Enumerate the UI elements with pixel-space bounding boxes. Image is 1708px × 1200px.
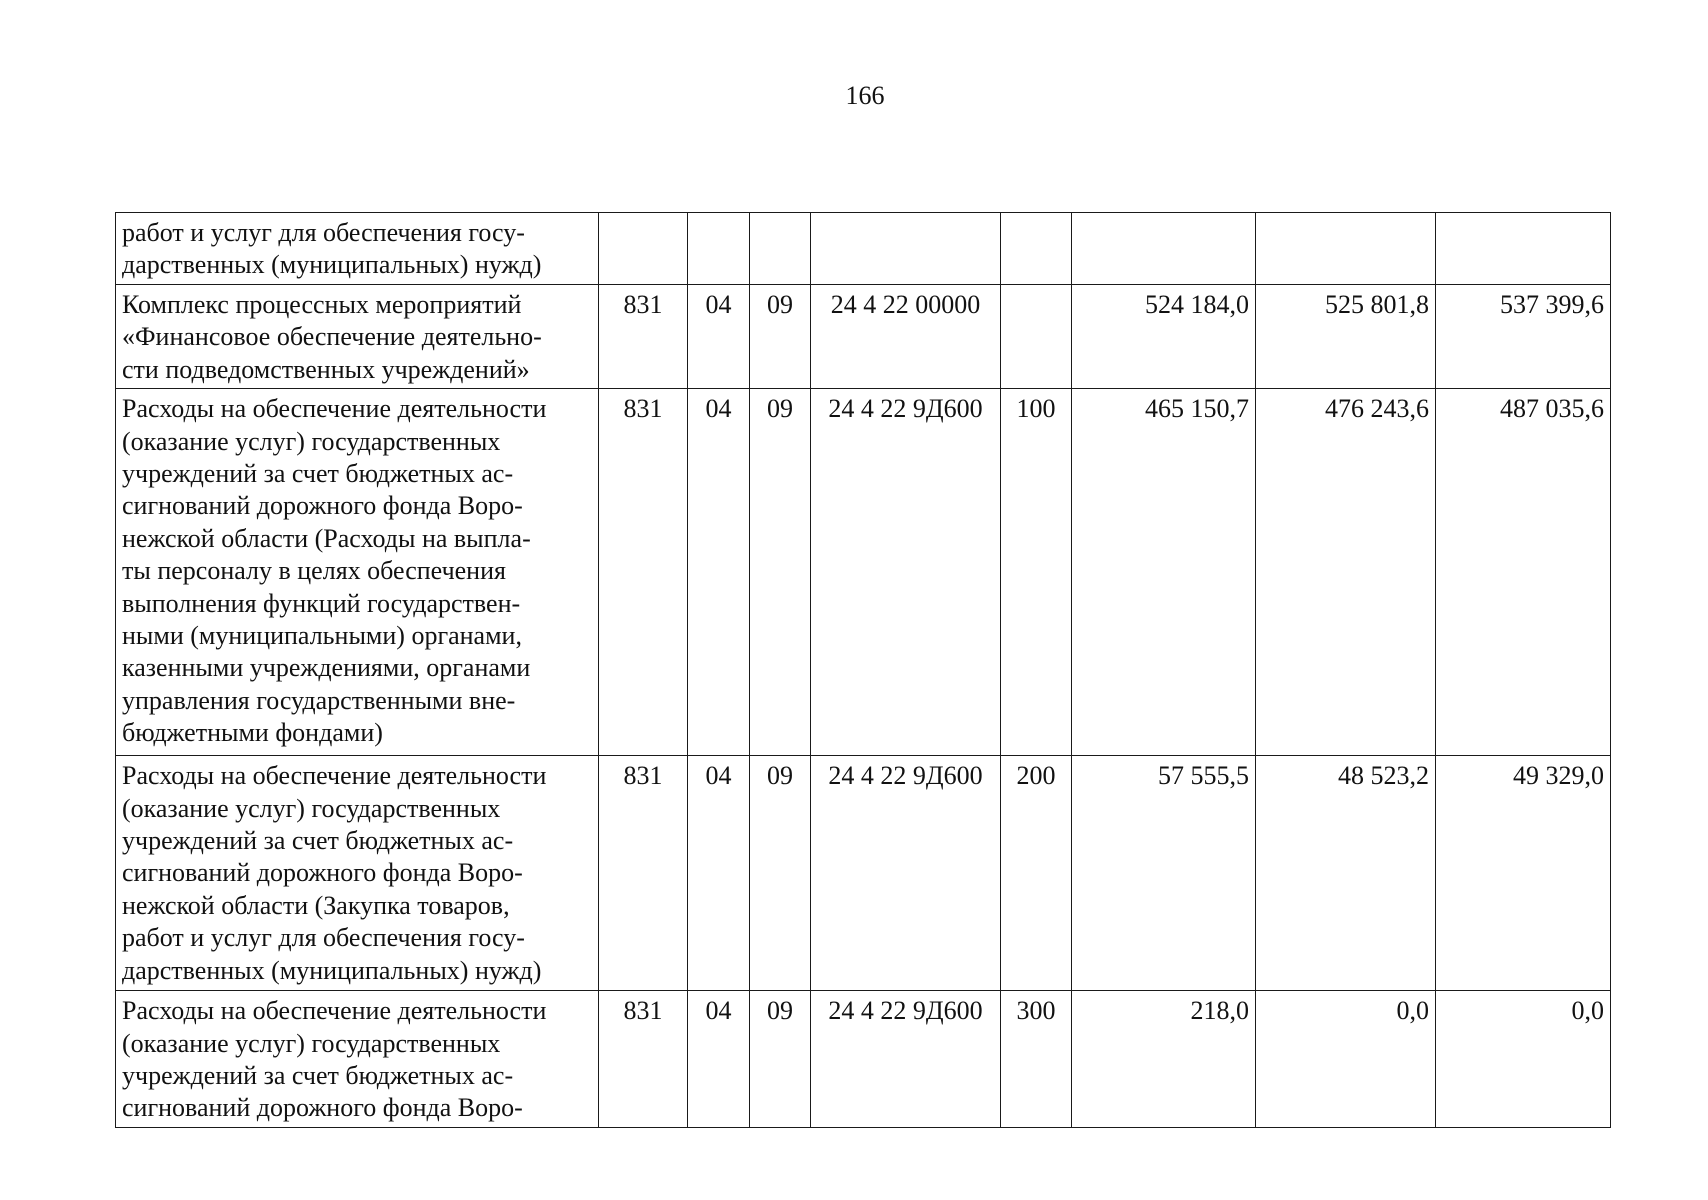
table-row — [116, 756, 1611, 991]
description-cell — [116, 991, 599, 1128]
description-line: Расходы на обеспечение деятельности — [122, 761, 547, 791]
amount-year-2-cell: 476 243,6 — [1256, 389, 1436, 756]
description-line: нежской области (Расходы на выпла- — [122, 523, 531, 553]
target-article-cell: 24 4 22 9Д600 — [811, 389, 1001, 756]
amount-year-1-cell: 218,0 — [1072, 991, 1256, 1128]
amount-year-2-cell: 48 523,2 — [1256, 756, 1436, 991]
description-line: Расходы на обеспечение деятельности — [122, 996, 547, 1026]
table-row — [116, 213, 1611, 285]
description-line: Расходы на обеспечение деятельности — [122, 394, 547, 424]
target-article-cell: 24 4 22 00000 — [811, 285, 1001, 389]
description-line: учреждений за счет бюджетных ас- — [122, 459, 514, 489]
grbs-cell: 831 — [599, 756, 688, 991]
description-line: учреждений за счет бюджетных ас- — [122, 1061, 514, 1091]
amount-year-3-cell — [1436, 213, 1611, 285]
expense-type-cell — [1001, 213, 1072, 285]
description-line: нежской области (Закупка товаров, — [122, 890, 510, 920]
grbs-cell: 831 — [599, 991, 688, 1128]
description-line: дарственных (муниципальных) нужд) — [122, 955, 542, 985]
description-cell — [116, 389, 599, 756]
description-cell — [116, 756, 599, 991]
target-article-cell — [811, 213, 1001, 285]
description-cell — [116, 285, 599, 389]
description-line: работ и услуг для обеспечения госу- — [122, 218, 525, 247]
table-row — [116, 285, 1611, 389]
description-line: ты персоналу в целях обеспечения — [122, 556, 506, 586]
description-line: сигнований дорожного фонда Воро- — [122, 491, 523, 521]
expense-type-cell: 200 — [1001, 756, 1072, 991]
amount-year-2-cell: 525 801,8 — [1256, 285, 1436, 389]
amount-year-2-cell — [1256, 213, 1436, 285]
description-line: учреждений за счет бюджетных ас- — [122, 826, 514, 856]
table-row — [116, 991, 1611, 1128]
grbs-cell: 831 — [599, 285, 688, 389]
target-article-cell: 24 4 22 9Д600 — [811, 756, 1001, 991]
description-line: работ и услуг для обеспечения госу- — [122, 923, 525, 953]
section-cell: 04 — [688, 991, 750, 1128]
expense-type-cell: 100 — [1001, 389, 1072, 756]
description-cell — [116, 213, 599, 285]
description-line: Комплекс процессных мероприятий — [122, 290, 522, 319]
grbs-cell — [599, 213, 688, 285]
description-line: (оказание услуг) государственных — [122, 793, 501, 823]
page-number: 166 — [845, 81, 885, 110]
amount-year-3-cell: 537 399,6 — [1436, 285, 1611, 389]
amount-year-3-cell: 487 035,6 — [1436, 389, 1611, 756]
section-cell: 04 — [688, 389, 750, 756]
expense-type-cell: 300 — [1001, 991, 1072, 1128]
grbs-cell: 831 — [599, 389, 688, 756]
description-line: сигнований дорожного фонда Воро- — [122, 1093, 523, 1123]
description-line: (оказание услуг) государственных — [122, 426, 501, 456]
subsection-cell: 09 — [750, 285, 811, 389]
subsection-cell: 09 — [750, 991, 811, 1128]
description-line: управления государственными вне- — [122, 685, 516, 715]
amount-year-1-cell: 57 555,5 — [1072, 756, 1256, 991]
description-line: сигнований дорожного фонда Воро- — [122, 858, 523, 888]
amount-year-3-cell: 0,0 — [1436, 991, 1611, 1128]
description-line: сти подведомственных учреждений» — [122, 354, 530, 384]
description-line: (оказание услуг) государственных — [122, 1028, 501, 1058]
subsection-cell: 09 — [750, 756, 811, 991]
amount-year-1-cell — [1072, 213, 1256, 285]
description-line: бюджетными фондами) — [122, 718, 383, 748]
description-line: ными (муниципальными) органами, — [122, 621, 522, 651]
budget-table — [115, 212, 1611, 1128]
amount-year-2-cell: 0,0 — [1256, 991, 1436, 1128]
description-line: выполнения функций государствен- — [122, 588, 521, 618]
description-line: казенными учреждениями, органами — [122, 653, 531, 683]
section-cell: 04 — [688, 285, 750, 389]
amount-year-3-cell: 49 329,0 — [1436, 756, 1611, 991]
subsection-cell: 09 — [750, 389, 811, 756]
amount-year-1-cell: 524 184,0 — [1072, 285, 1256, 389]
amount-year-1-cell: 465 150,7 — [1072, 389, 1256, 756]
description-line: «Финансовое обеспечение деятельно- — [122, 322, 542, 352]
description-line: дарственных (муниципальных) нужд) — [122, 250, 542, 280]
expense-type-cell — [1001, 285, 1072, 389]
section-cell — [688, 213, 750, 285]
section-cell: 04 — [688, 756, 750, 991]
target-article-cell: 24 4 22 9Д600 — [811, 991, 1001, 1128]
table-row — [116, 389, 1611, 756]
subsection-cell — [750, 213, 811, 285]
